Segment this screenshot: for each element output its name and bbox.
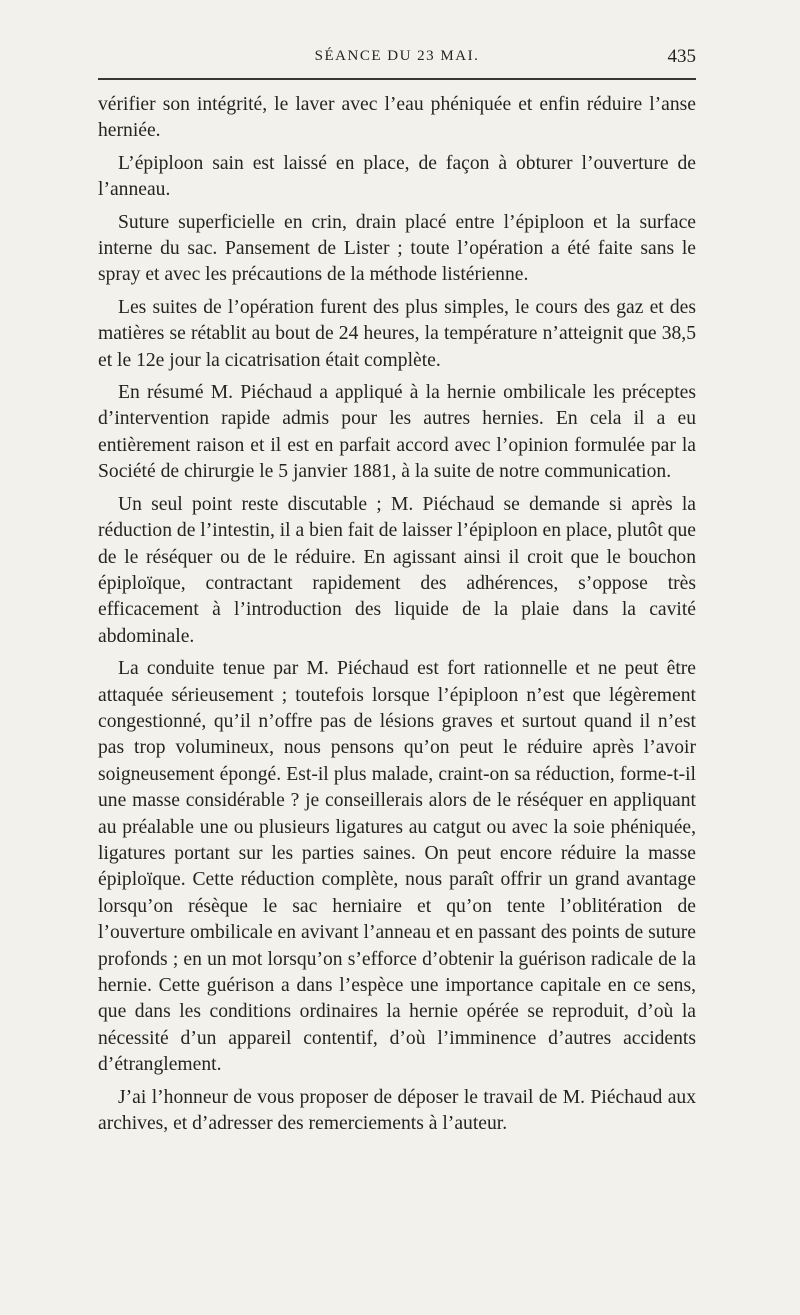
body-text [98, 92, 696, 1143]
running-head [98, 46, 696, 72]
paragraph: L’épiploon sain est laissé en place, de façon à obturer l’ouverture de l’anneau. [98, 152, 696, 201]
paragraph: Les suites de l’opération furent des plus simples, le cours des gaz et des matières se rétablit au bout de 24 heures, la température n’atteignit que 38,5 et le 12e jour la cicatrisation était complète. [98, 296, 696, 371]
paragraph: J’ai l’honneur de vous proposer de déposer le travail de M. Piéchaud aux archives, et d’adresser des remerciements à l’auteur. [98, 1086, 696, 1135]
paragraph: Suture superficielle en crin, drain placé entre l’épiploon et la surface interne du sac. Pansement de Lister ; toute l’opération a été faite sans le spray et avec les précautions de la méthode listérienne. [98, 211, 696, 286]
running-title: SÉANCE DU 23 MAI. [314, 48, 480, 64]
paragraph: vérifier son intégrité, le laver avec l’eau phéniquée et enfin réduire l’anse herniée. [98, 94, 696, 142]
paragraph: En résumé M. Piéchaud a appliqué à la hernie ombilicale les préceptes d’intervention rapide admis pour les autres hernies. En cela il a eu entièrement raison et il est en parfait accord avec l’opinion formulée par la Société de chirurgie le 5 janvier 1881, à la suite de notre communication. [98, 382, 696, 483]
paragraph: La conduite tenue par M. Piéchaud est fort rationnelle et ne peut être attaquée sérieusement ; toutefois lorsque l’épiploon n’est que légèrement congestionné, qu’il n’offre pas de lésions graves et surtout quand il n’est pas trop volumineux, nous pensons qu’on peut le réduire après l’avoir soigneusement épongé. Est-il plus malade, craint-on sa réduction, forme-t-il une masse considérable ? je conseillerais alors de le réséquer en appliquant au préalable une ou plusieurs ligatures au catgut ou avec la soie phéniquée, ligatures portant sur les parties saines. On peut encore réduire la masse épiploïque. Cette réduction complète, nous paraît offrir un grand avantage lorsqu’on résèque le sac herniaire et qu’on tente l’oblitération de l’ouverture ombilicale en avivant l’anneau et en passant des points de suture profonds ; en un mot lorsqu’on s’efforce d’obtenir la guérison radicale de la hernie. Cette guérison a dans l’espèce une importance capitale en ce sens, que dans les conditions ordinaires la hernie opérée se reproduit, d’où la nécessité d’un appareil contentif, d’où l’imminence d’autres accidents d’étranglement. [98, 658, 696, 1076]
paragraph: Un seul point reste discutable ; M. Piéchaud se demande si après la réduction de l’intestin, il a bien fait de laisser l’épiploon en place, plutôt que de le réséquer ou de le réduire. En agissant ainsi il croit que le bouchon épiploïque, contractant rapidement des adhérences, s’oppose très efficacement à l’introduction des liquide de la plaie dans la cavité abdominale. [98, 493, 696, 647]
header-rule [98, 78, 696, 80]
page-number: 435 [667, 46, 696, 67]
